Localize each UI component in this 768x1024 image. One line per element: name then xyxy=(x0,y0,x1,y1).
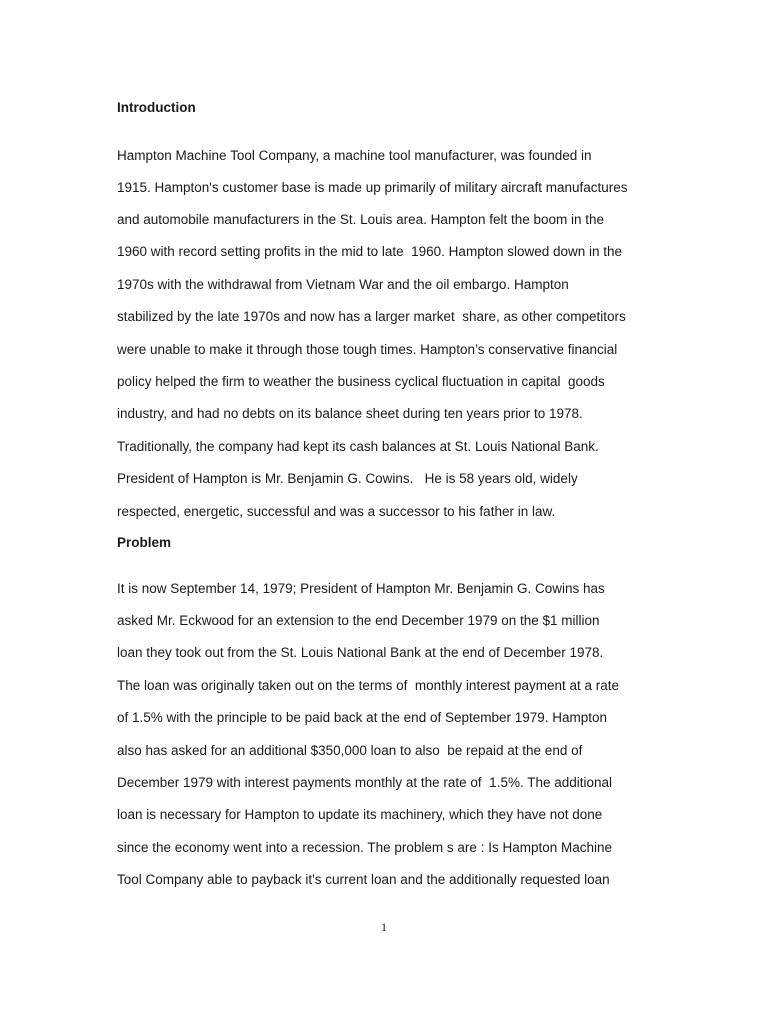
body-text-line: 1960 with record setting profits in the mid to late 1960. Hampton slowed down in the xyxy=(117,244,623,259)
body-text-line: Tool Company able to payback it's current loan and the additionally requested loan xyxy=(117,872,610,887)
body-text-line: stabilized by the late 1970s and now has a larger market share, as other competitors xyxy=(117,309,626,324)
page-number: 1 xyxy=(381,920,387,934)
body-text-line: asked Mr. Eckwood for an extension to the end December 1979 on the $1 million xyxy=(117,613,600,628)
section-heading-problem: Problem xyxy=(117,535,172,550)
body-text-line: also has asked for an additional $350,000 loan to also be repaid at the end of xyxy=(117,743,583,758)
body-text-line: and automobile manufacturers in the St. Louis area. Hampton felt the boom in the xyxy=(117,212,605,227)
body-text-line: Traditionally, the company had kept its cash balances at St. Louis National Bank. xyxy=(117,439,599,454)
body-text-line: respected, energetic, successful and was a successor to his father in law. xyxy=(117,504,556,519)
body-text-line: policy helped the firm to weather the business cyclical fluctuation in capital goods xyxy=(117,374,605,389)
body-text-line: Hampton Machine Tool Company, a machine tool manufacturer, was founded in xyxy=(117,148,592,163)
body-text-line: loan they took out from the St. Louis National Bank at the end of December 1978. xyxy=(117,645,604,660)
body-text-line: were unable to make it through those tough times. Hampton’s conservative financial xyxy=(117,342,618,357)
body-text-line: industry, and had no debts on its balance sheet during ten years prior to 1978. xyxy=(117,406,583,421)
body-text-line: President of Hampton is Mr. Benjamin G. Cowins. He is 58 years old, widely xyxy=(117,471,578,486)
body-text-line: It is now September 14, 1979; President of Hampton Mr. Benjamin G. Cowins has xyxy=(117,581,605,596)
body-text-line: 1970s with the withdrawal from Vietnam War and the oil embargo. Hampton xyxy=(117,277,569,292)
section-heading-introduction: Introduction xyxy=(117,100,196,115)
body-text-line: loan is necessary for Hampton to update its machinery, which they have not done xyxy=(117,807,603,822)
body-text-line: of 1.5% with the principle to be paid back at the end of September 1979. Hampton xyxy=(117,710,608,725)
body-text-line: The loan was originally taken out on the terms of monthly interest payment at a rate xyxy=(117,678,620,693)
body-text-line: since the economy went into a recession. The problem s are : Is Hampton Machine xyxy=(117,840,612,855)
body-text-line: December 1979 with interest payments monthly at the rate of 1.5%. The additional xyxy=(117,775,613,790)
body-text-line: 1915. Hampton's customer base is made up primarily of military aircraft manufactures xyxy=(117,180,628,195)
